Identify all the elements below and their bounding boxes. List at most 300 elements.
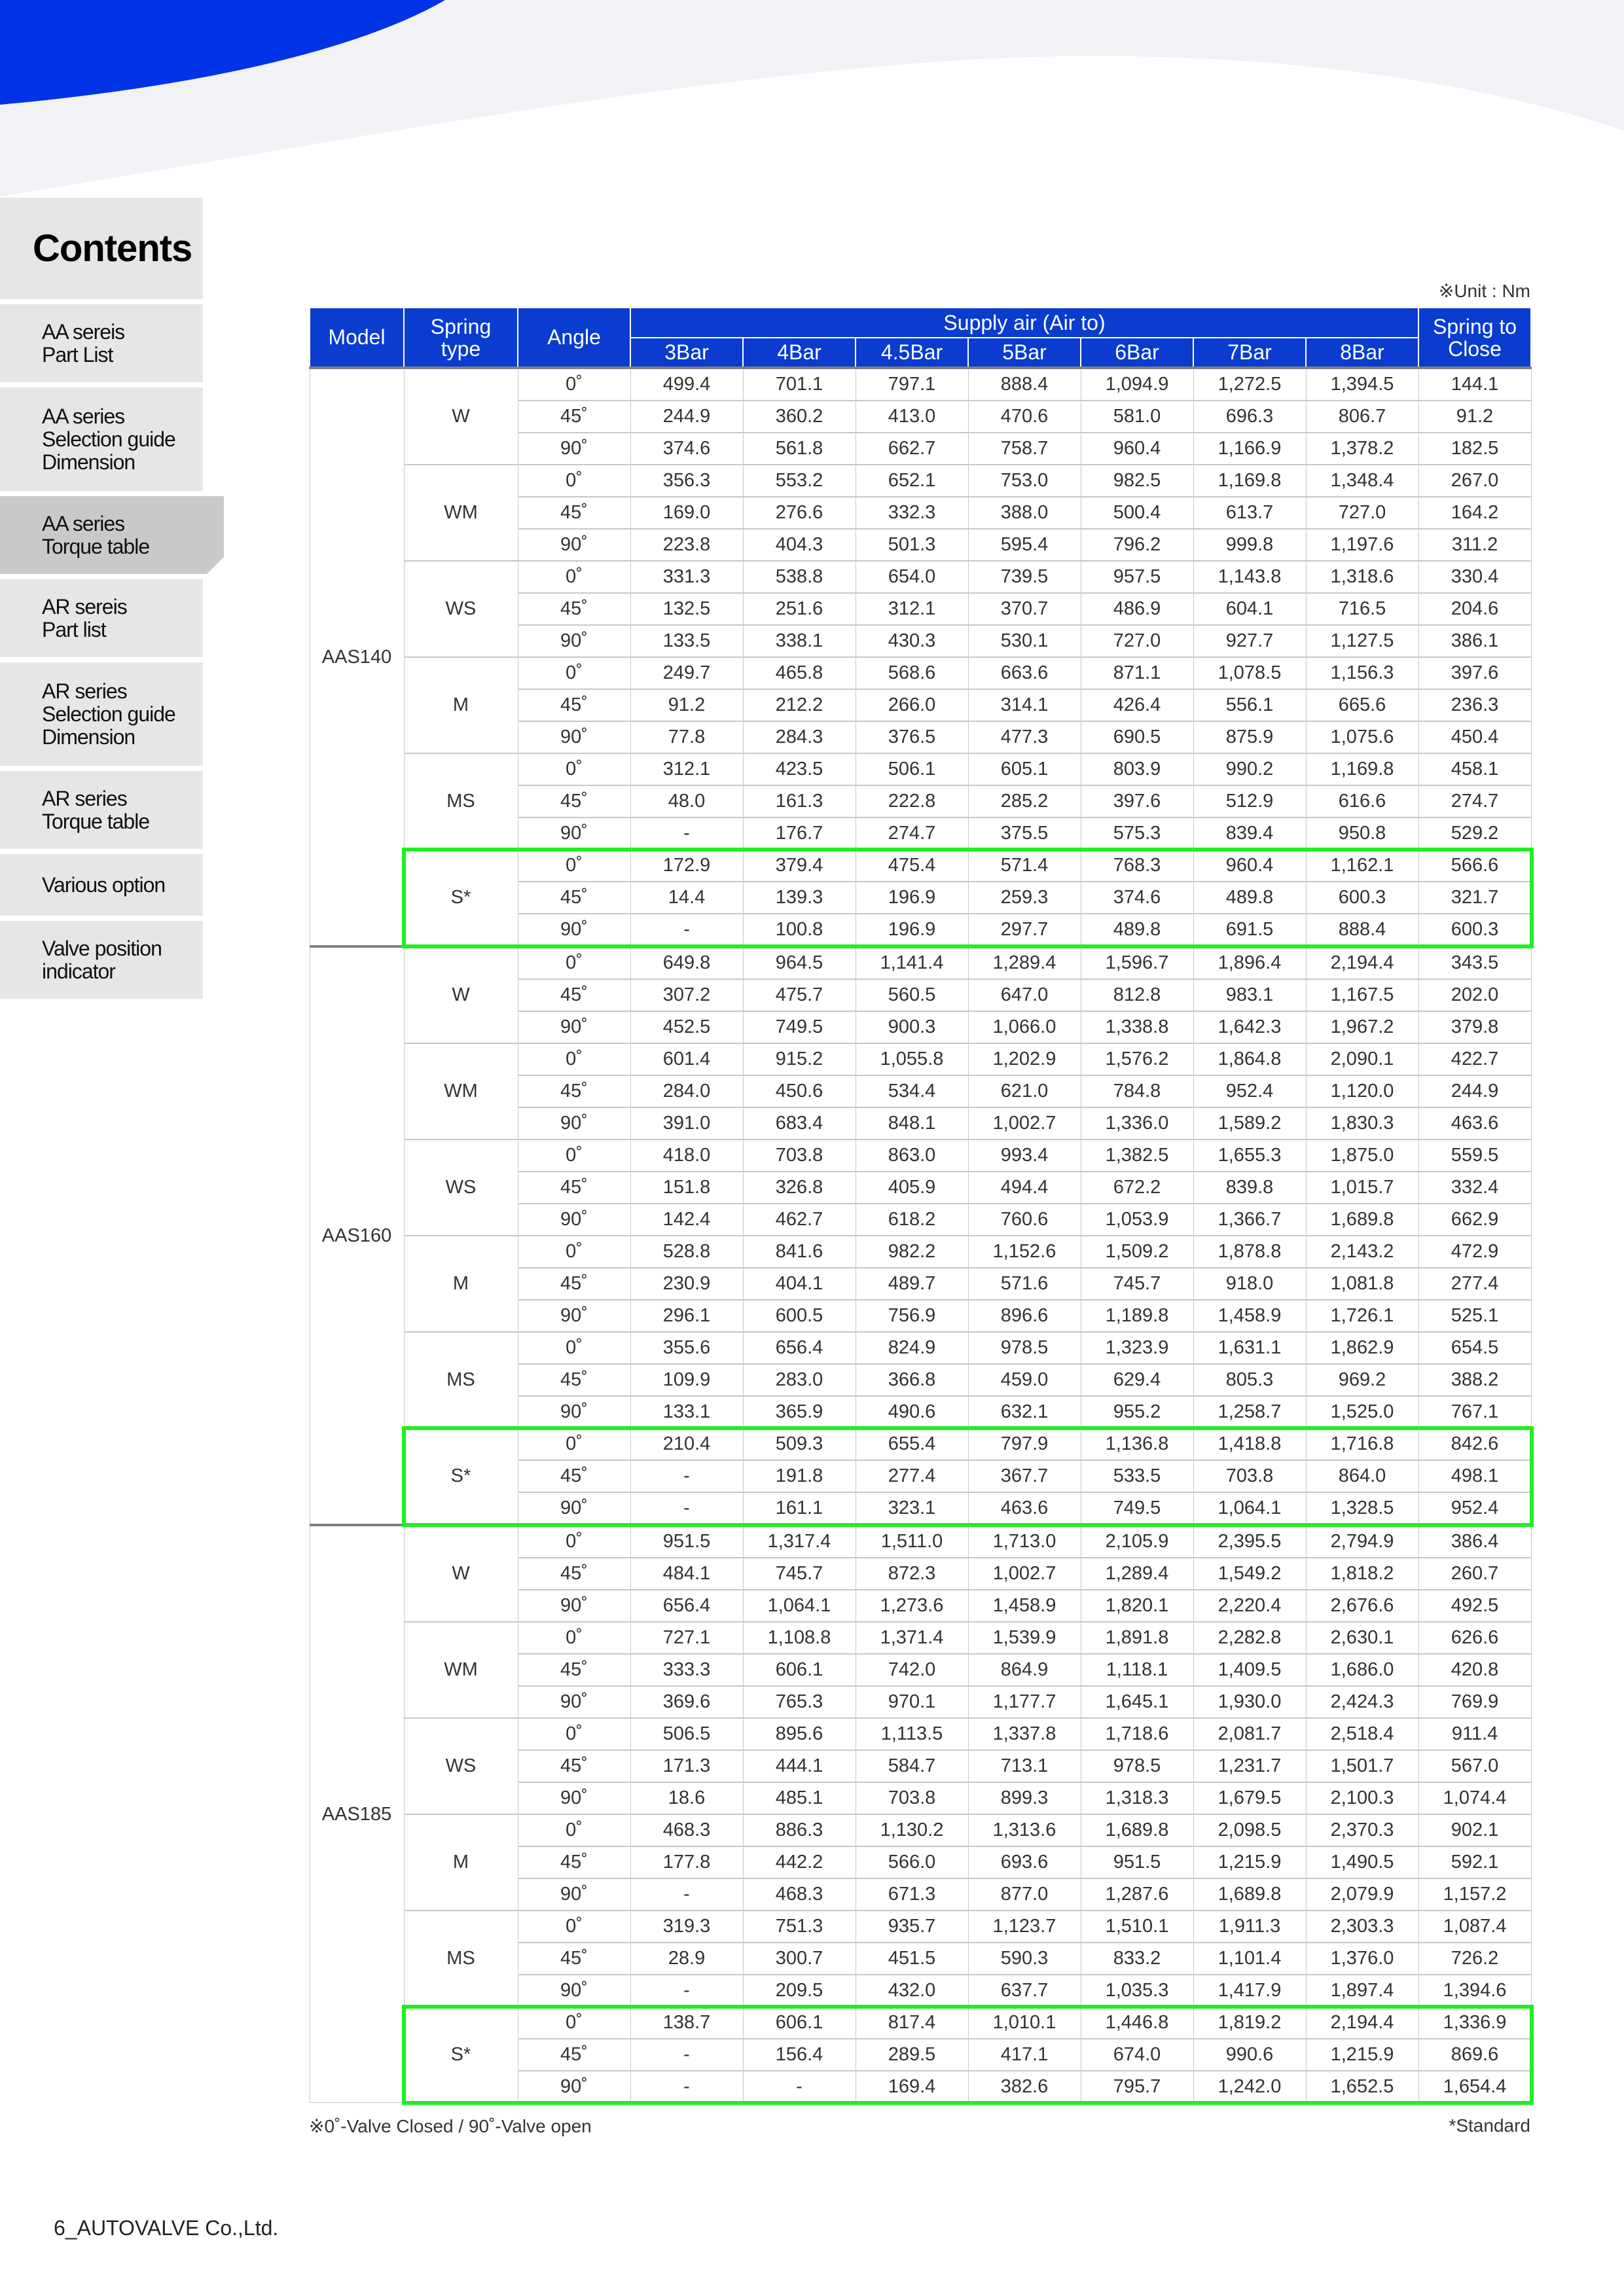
torque-value-cell: 797.1 [856, 368, 968, 401]
torque-value-cell: 739.5 [968, 561, 1081, 593]
torque-value-cell: 1,417.9 [1193, 1975, 1306, 2007]
torque-value-cell: 993.4 [968, 1139, 1081, 1172]
torque-value-cell: 990.6 [1193, 2039, 1306, 2071]
torque-value-cell: 990.2 [1193, 753, 1306, 785]
torque-value-cell: 869.6 [1418, 2039, 1531, 2071]
spring-type-cell: S* [404, 1428, 518, 1525]
torque-value-cell: 1,075.6 [1306, 721, 1418, 753]
torque-value-cell: 691.5 [1193, 914, 1306, 946]
angle-cell: 0˚ [518, 946, 630, 979]
torque-value-cell: 605.1 [968, 753, 1081, 785]
spring-type-cell: W [404, 368, 518, 465]
torque-value-cell: 1,336.0 [1081, 1107, 1193, 1139]
torque-value-cell: 1,652.5 [1306, 2071, 1418, 2103]
torque-value-cell: 915.2 [743, 1043, 856, 1075]
unit-note: ※Unit : Nm [1438, 281, 1530, 301]
torque-value-cell: 212.2 [743, 689, 856, 721]
torque-value-cell: 388.0 [968, 497, 1081, 529]
torque-value-cell: 1,645.1 [1081, 1686, 1193, 1718]
table-row [310, 368, 1531, 401]
torque-value-cell: 196.9 [856, 914, 968, 946]
torque-value-cell: 982.2 [856, 1236, 968, 1268]
torque-value-cell: 379.4 [743, 850, 856, 882]
torque-value-cell: 662.9 [1418, 1204, 1531, 1236]
torque-value-cell: 1,891.8 [1081, 1622, 1193, 1654]
torque-value-cell: 1,458.9 [1193, 1300, 1306, 1332]
torque-value-cell: 1,169.8 [1193, 465, 1306, 497]
torque-value-cell: 356.3 [630, 465, 743, 497]
torque-value-cell: 927.7 [1193, 625, 1306, 657]
torque-value-cell: 374.6 [1081, 882, 1193, 914]
torque-value-cell: 386.1 [1418, 625, 1531, 657]
angle-cell: 90˚ [518, 1396, 630, 1428]
torque-value-cell: 1,130.2 [856, 1814, 968, 1846]
torque-value-cell: 560.5 [856, 979, 968, 1011]
torque-value-cell: 426.4 [1081, 689, 1193, 721]
torque-value-cell: 1,010.1 [968, 2007, 1081, 2039]
torque-value-cell: 1,348.4 [1306, 465, 1418, 497]
torque-value-cell: 202.0 [1418, 979, 1531, 1011]
torque-value-cell: 1,376.0 [1306, 1943, 1418, 1975]
torque-value-cell: 1,318.6 [1306, 561, 1418, 593]
torque-value-cell: 251.6 [743, 593, 856, 625]
angle-cell: 45˚ [518, 882, 630, 914]
torque-value-cell: 2,424.3 [1306, 1686, 1418, 1718]
torque-value-cell: 376.5 [856, 721, 968, 753]
torque-value-cell: 77.8 [630, 721, 743, 753]
torque-value-cell: 888.4 [968, 368, 1081, 401]
torque-value-cell: 553.2 [743, 465, 856, 497]
torque-value-cell: 133.1 [630, 1396, 743, 1428]
torque-value-cell: 2,518.4 [1306, 1718, 1418, 1750]
torque-value-cell: 833.2 [1081, 1943, 1193, 1975]
torque-value-cell: 1,596.7 [1081, 946, 1193, 979]
torque-value-cell: 877.0 [968, 1878, 1081, 1910]
torque-value-cell: 391.0 [630, 1107, 743, 1139]
torque-value-cell: 848.1 [856, 1107, 968, 1139]
torque-value-cell: 567.0 [1418, 1750, 1531, 1782]
table-row [310, 657, 1531, 689]
torque-value-cell: 326.8 [743, 1172, 856, 1204]
torque-value-cell: 951.5 [630, 1525, 743, 1558]
torque-value-cell: 575.3 [1081, 817, 1193, 850]
torque-value-cell: 999.8 [1193, 529, 1306, 561]
torque-value-cell: 91.2 [1418, 401, 1531, 433]
torque-value-cell: 244.9 [630, 401, 743, 433]
angle-cell: 90˚ [518, 1590, 630, 1622]
torque-value-cell: 1,118.1 [1081, 1654, 1193, 1686]
torque-value-cell: 1,930.0 [1193, 1686, 1306, 1718]
torque-value-cell: 1,081.8 [1306, 1268, 1418, 1300]
torque-value-cell: 500.4 [1081, 497, 1193, 529]
torque-value-cell: 970.1 [856, 1686, 968, 1718]
torque-value-cell: 1,002.7 [968, 1107, 1081, 1139]
torque-value-cell: 276.6 [743, 497, 856, 529]
model-cell: AAS140 [310, 368, 404, 946]
torque-value-cell: 716.5 [1306, 593, 1418, 625]
torque-value-cell: 817.4 [856, 2007, 968, 2039]
nav-item-label: AA sereis Part List [42, 319, 125, 367]
torque-value-cell: 388.2 [1418, 1364, 1531, 1396]
nav-item-various-option[interactable] [0, 854, 203, 916]
torque-value-cell: 374.6 [630, 433, 743, 465]
header-pressure: 7Bar [1193, 338, 1306, 368]
torque-value-cell: 964.5 [743, 946, 856, 979]
torque-value-cell: 1,127.5 [1306, 625, 1418, 657]
torque-table [309, 307, 1532, 2103]
torque-value-cell: 2,282.8 [1193, 1622, 1306, 1654]
torque-value-cell: 169.4 [856, 2071, 968, 2103]
table-row [310, 1718, 1531, 1750]
angle-cell: 0˚ [518, 753, 630, 785]
torque-value-cell: 1,272.5 [1193, 368, 1306, 401]
torque-value-cell: 796.2 [1081, 529, 1193, 561]
torque-value-cell: 18.6 [630, 1782, 743, 1814]
torque-value-cell: 319.3 [630, 1910, 743, 1943]
torque-value-cell: 161.3 [743, 785, 856, 817]
torque-value-cell: 760.6 [968, 1204, 1081, 1236]
torque-value-cell: 528.8 [630, 1236, 743, 1268]
torque-value-cell: 952.4 [1418, 1492, 1531, 1525]
torque-value-cell: 2,143.2 [1306, 1236, 1418, 1268]
torque-value-cell: 769.9 [1418, 1686, 1531, 1718]
angle-cell: 0˚ [518, 1622, 630, 1654]
header-pressure: 6Bar [1081, 338, 1193, 368]
header-pressure: 5Bar [968, 338, 1081, 368]
torque-value-cell: 895.6 [743, 1718, 856, 1750]
torque-value-cell: 726.2 [1418, 1943, 1531, 1975]
torque-value-cell: 1,064.1 [743, 1590, 856, 1622]
torque-value-cell: 420.8 [1418, 1654, 1531, 1686]
torque-value-cell: 379.8 [1418, 1011, 1531, 1043]
header-angle: Angle [518, 308, 630, 368]
angle-cell: 0˚ [518, 561, 630, 593]
torque-value-cell: 367.7 [968, 1460, 1081, 1492]
spring-type-cell: W [404, 946, 518, 1043]
torque-value-cell: 343.5 [1418, 946, 1531, 979]
torque-value-cell: 839.8 [1193, 1172, 1306, 1204]
contents-title: Contents [0, 198, 203, 299]
torque-value-cell: - [630, 1460, 743, 1492]
nav-item-aa-selection-guide[interactable] [0, 387, 203, 491]
torque-value-cell: 674.0 [1081, 2039, 1193, 2071]
spring-type-cell: MS [404, 1910, 518, 2007]
torque-value-cell: 2,100.3 [1306, 1782, 1418, 1814]
torque-value-cell: - [630, 817, 743, 850]
torque-value-cell: 132.5 [630, 593, 743, 625]
torque-value-cell: 1,654.4 [1418, 2071, 1531, 2103]
torque-value-cell: 1,066.0 [968, 1011, 1081, 1043]
torque-value-cell: 311.2 [1418, 529, 1531, 561]
nav-item-aa-torque-table[interactable] [0, 496, 224, 574]
angle-cell: 45˚ [518, 1943, 630, 1975]
torque-value-cell: 1,167.5 [1306, 979, 1418, 1011]
torque-value-cell: 616.6 [1306, 785, 1418, 817]
table-row [310, 1428, 1531, 1460]
torque-value-cell: 1,501.7 [1306, 1750, 1418, 1782]
torque-value-cell: 1,094.9 [1081, 368, 1193, 401]
torque-value-cell: 768.3 [1081, 850, 1193, 882]
torque-value-cell: 2,676.6 [1306, 1590, 1418, 1622]
torque-value-cell: 621.0 [968, 1075, 1081, 1107]
torque-value-cell: 918.0 [1193, 1268, 1306, 1300]
torque-value-cell: 423.5 [743, 753, 856, 785]
torque-value-cell: - [630, 2039, 743, 2071]
torque-value-cell: 277.4 [1418, 1268, 1531, 1300]
torque-value-cell: 1,035.3 [1081, 1975, 1193, 2007]
torque-value-cell: 498.1 [1418, 1460, 1531, 1492]
torque-value-cell: 683.4 [743, 1107, 856, 1139]
torque-value-cell: 459.0 [968, 1364, 1081, 1396]
angle-cell: 0˚ [518, 1043, 630, 1075]
torque-value-cell: 506.5 [630, 1718, 743, 1750]
torque-value-cell: 100.8 [743, 914, 856, 946]
angle-cell: 0˚ [518, 465, 630, 497]
torque-value-cell: 647.0 [968, 979, 1081, 1011]
torque-value-cell: 404.1 [743, 1268, 856, 1300]
torque-value-cell: 690.5 [1081, 721, 1193, 753]
torque-value-cell: 2,079.9 [1306, 1878, 1418, 1910]
torque-value-cell: 274.7 [856, 817, 968, 850]
nav-item-label: AR sereis Part list [42, 594, 127, 641]
torque-value-cell: 742.0 [856, 1654, 968, 1686]
torque-value-cell: 654.5 [1418, 1332, 1531, 1364]
torque-value-cell: 470.6 [968, 401, 1081, 433]
torque-value-cell: 839.4 [1193, 817, 1306, 850]
torque-value-cell: 142.4 [630, 1204, 743, 1236]
table-row [310, 561, 1531, 593]
torque-value-cell: 530.1 [968, 625, 1081, 657]
torque-value-cell: 171.3 [630, 1750, 743, 1782]
torque-value-cell: 1,589.2 [1193, 1107, 1306, 1139]
torque-value-cell: 274.7 [1418, 785, 1531, 817]
torque-value-cell: 1,458.9 [968, 1590, 1081, 1622]
torque-value-cell: 568.6 [856, 657, 968, 689]
torque-value-cell: 1,113.5 [856, 1718, 968, 1750]
torque-value-cell: 2,630.1 [1306, 1622, 1418, 1654]
standard-note: *Standard [1449, 2115, 1530, 2136]
torque-value-cell: 584.7 [856, 1750, 968, 1782]
torque-value-cell: 864.9 [968, 1654, 1081, 1686]
torque-value-cell: 1,108.8 [743, 1622, 856, 1654]
torque-value-cell: 1,409.5 [1193, 1654, 1306, 1686]
torque-value-cell: 753.0 [968, 465, 1081, 497]
torque-value-cell: 955.2 [1081, 1396, 1193, 1428]
torque-value-cell: 405.9 [856, 1172, 968, 1204]
torque-value-cell: 1,689.8 [1081, 1814, 1193, 1846]
torque-value-cell: 404.3 [743, 529, 856, 561]
torque-value-cell: 485.1 [743, 1782, 856, 1814]
table-row [310, 2007, 1531, 2039]
torque-table-body [310, 368, 1531, 2103]
torque-value-cell: 249.7 [630, 657, 743, 689]
angle-cell: 0˚ [518, 1525, 630, 1558]
torque-value-cell: 266.0 [856, 689, 968, 721]
torque-value-cell: 606.1 [743, 2007, 856, 2039]
torque-value-cell: 1,818.2 [1306, 1558, 1418, 1590]
torque-value-cell: 331.3 [630, 561, 743, 593]
torque-value-cell: 1,864.8 [1193, 1043, 1306, 1075]
torque-value-cell: 442.2 [743, 1846, 856, 1878]
torque-value-cell: 182.5 [1418, 433, 1531, 465]
torque-value-cell: 1,318.3 [1081, 1782, 1193, 1814]
torque-value-cell: 671.3 [856, 1878, 968, 1910]
angle-cell: 45˚ [518, 1750, 630, 1782]
torque-value-cell: 472.9 [1418, 1236, 1531, 1268]
torque-value-cell: 277.4 [856, 1460, 968, 1492]
torque-value-cell: 571.4 [968, 850, 1081, 882]
torque-value-cell: 397.6 [1081, 785, 1193, 817]
torque-value-cell: 468.3 [630, 1814, 743, 1846]
torque-value-cell: 703.8 [743, 1139, 856, 1172]
torque-value-cell: 571.6 [968, 1268, 1081, 1300]
nav-item-aa-part-list[interactable] [0, 304, 203, 382]
table-row [310, 753, 1531, 785]
torque-value-cell: 665.6 [1306, 689, 1418, 721]
torque-value-cell: 871.1 [1081, 657, 1193, 689]
angle-cell: 45˚ [518, 979, 630, 1011]
torque-value-cell: 1,289.4 [1081, 1558, 1193, 1590]
header-wave-decoration [0, 0, 1624, 275]
spring-type-cell: S* [404, 850, 518, 946]
torque-value-cell: 1,549.2 [1193, 1558, 1306, 1590]
torque-value-cell: 477.3 [968, 721, 1081, 753]
torque-value-cell: 606.1 [743, 1654, 856, 1686]
torque-value-cell: 2,098.5 [1193, 1814, 1306, 1846]
torque-value-cell: 1,002.7 [968, 1558, 1081, 1590]
torque-value-cell: 2,105.9 [1081, 1525, 1193, 1558]
torque-value-cell: 332.4 [1418, 1172, 1531, 1204]
torque-value-cell: 512.9 [1193, 785, 1306, 817]
torque-value-cell: 935.7 [856, 1910, 968, 1943]
table-row [310, 1139, 1531, 1172]
angle-cell: 90˚ [518, 433, 630, 465]
torque-value-cell: 886.3 [743, 1814, 856, 1846]
torque-value-cell: 1,078.5 [1193, 657, 1306, 689]
torque-value-cell: 1,177.7 [968, 1686, 1081, 1718]
torque-value-cell: 156.4 [743, 2039, 856, 2071]
torque-value-cell: 896.6 [968, 1300, 1081, 1332]
torque-value-cell: 489.8 [1193, 882, 1306, 914]
torque-value-cell: 1,323.9 [1081, 1332, 1193, 1364]
torque-value-cell: 2,370.3 [1306, 1814, 1418, 1846]
torque-value-cell: 169.0 [630, 497, 743, 529]
torque-value-cell: 864.0 [1306, 1460, 1418, 1492]
torque-value-cell: 960.4 [1081, 433, 1193, 465]
torque-value-cell: 797.9 [968, 1428, 1081, 1460]
torque-value-cell: 663.6 [968, 657, 1081, 689]
torque-value-cell: 1,371.4 [856, 1622, 968, 1654]
torque-value-cell: 703.8 [1193, 1460, 1306, 1492]
torque-value-cell: 559.5 [1418, 1139, 1531, 1172]
angle-cell: 90˚ [518, 529, 630, 561]
torque-value-cell: 267.0 [1418, 465, 1531, 497]
nav-item-label: AR series Selection guide Dimension [42, 679, 175, 749]
torque-value-cell: 1,120.0 [1306, 1075, 1418, 1107]
torque-value-cell: 138.7 [630, 2007, 743, 2039]
torque-value-cell: 450.4 [1418, 721, 1531, 753]
torque-value-cell: 1,162.1 [1306, 850, 1418, 882]
torque-value-cell: 1,382.5 [1081, 1139, 1193, 1172]
torque-value-cell: 1,509.2 [1081, 1236, 1193, 1268]
torque-value-cell: 529.2 [1418, 817, 1531, 850]
header-spring-to-close: Spring to Close [1418, 308, 1531, 368]
torque-value-cell: 745.7 [743, 1558, 856, 1590]
torque-value-cell: 490.6 [856, 1396, 968, 1428]
torque-value-cell: 629.4 [1081, 1364, 1193, 1396]
table-row [310, 465, 1531, 497]
torque-value-cell: 1,087.4 [1418, 1910, 1531, 1943]
torque-value-cell: 418.0 [630, 1139, 743, 1172]
torque-value-cell: 1,896.4 [1193, 946, 1306, 979]
torque-value-cell: 370.7 [968, 593, 1081, 625]
nav-item-valve-position-indicator[interactable] [0, 921, 203, 999]
torque-value-cell: 458.1 [1418, 753, 1531, 785]
torque-value-cell: 841.6 [743, 1236, 856, 1268]
spring-type-cell: M [404, 1236, 518, 1332]
torque-value-cell: 468.3 [743, 1878, 856, 1910]
torque-value-cell: 1,156.3 [1306, 657, 1418, 689]
nav-item-ar-selection-guide[interactable] [0, 662, 203, 766]
angle-cell: 45˚ [518, 689, 630, 721]
torque-value-cell: 139.3 [743, 882, 856, 914]
table-row [310, 850, 1531, 882]
torque-value-cell: 1,820.1 [1081, 1590, 1193, 1622]
torque-value-cell: 382.6 [968, 2071, 1081, 2103]
torque-value-cell: 812.8 [1081, 979, 1193, 1011]
torque-value-cell: 1,830.3 [1306, 1107, 1418, 1139]
torque-value-cell: 581.0 [1081, 401, 1193, 433]
torque-value-cell: 652.1 [856, 465, 968, 497]
torque-value-cell: 307.2 [630, 979, 743, 1011]
torque-value-cell: 533.5 [1081, 1460, 1193, 1492]
torque-value-cell: 600.3 [1418, 914, 1531, 946]
torque-value-cell: 386.4 [1418, 1525, 1531, 1558]
torque-value-cell: 430.3 [856, 625, 968, 657]
torque-value-cell: 1,366.7 [1193, 1204, 1306, 1236]
torque-value-cell: 499.4 [630, 368, 743, 401]
torque-value-cell: 176.7 [743, 817, 856, 850]
nav-item-ar-part-list[interactable] [0, 579, 203, 657]
torque-value-cell: 1,862.9 [1306, 1332, 1418, 1364]
angle-cell: 0˚ [518, 1236, 630, 1268]
torque-value-cell: 484.1 [630, 1558, 743, 1590]
angle-cell: 90˚ [518, 1204, 630, 1236]
torque-value-cell: 365.9 [743, 1396, 856, 1428]
torque-value-cell: 1,510.1 [1081, 1910, 1193, 1943]
angle-cell: 0˚ [518, 1718, 630, 1750]
torque-value-cell: 2,220.4 [1193, 1590, 1306, 1622]
torque-value-cell: 432.0 [856, 1975, 968, 2007]
torque-value-cell: 1,378.2 [1306, 433, 1418, 465]
torque-value-cell: 899.3 [968, 1782, 1081, 1814]
torque-value-cell: 452.5 [630, 1011, 743, 1043]
torque-value-cell: 1,074.4 [1418, 1782, 1531, 1814]
torque-value-cell: 1,686.0 [1306, 1654, 1418, 1686]
torque-value-cell: 1,064.1 [1193, 1492, 1306, 1525]
nav-item-ar-torque-table[interactable] [0, 771, 203, 849]
torque-value-cell: 632.1 [968, 1396, 1081, 1428]
torque-value-cell: 1,875.0 [1306, 1139, 1418, 1172]
torque-value-cell: 806.7 [1306, 401, 1418, 433]
angle-cell: 0˚ [518, 368, 630, 401]
torque-value-cell: 475.4 [856, 850, 968, 882]
torque-value-cell: 538.8 [743, 561, 856, 593]
torque-value-cell: 1,911.3 [1193, 1910, 1306, 1943]
angle-cell: 90˚ [518, 1975, 630, 2007]
header-pressure: 4Bar [743, 338, 856, 368]
torque-value-cell: 494.4 [968, 1172, 1081, 1204]
